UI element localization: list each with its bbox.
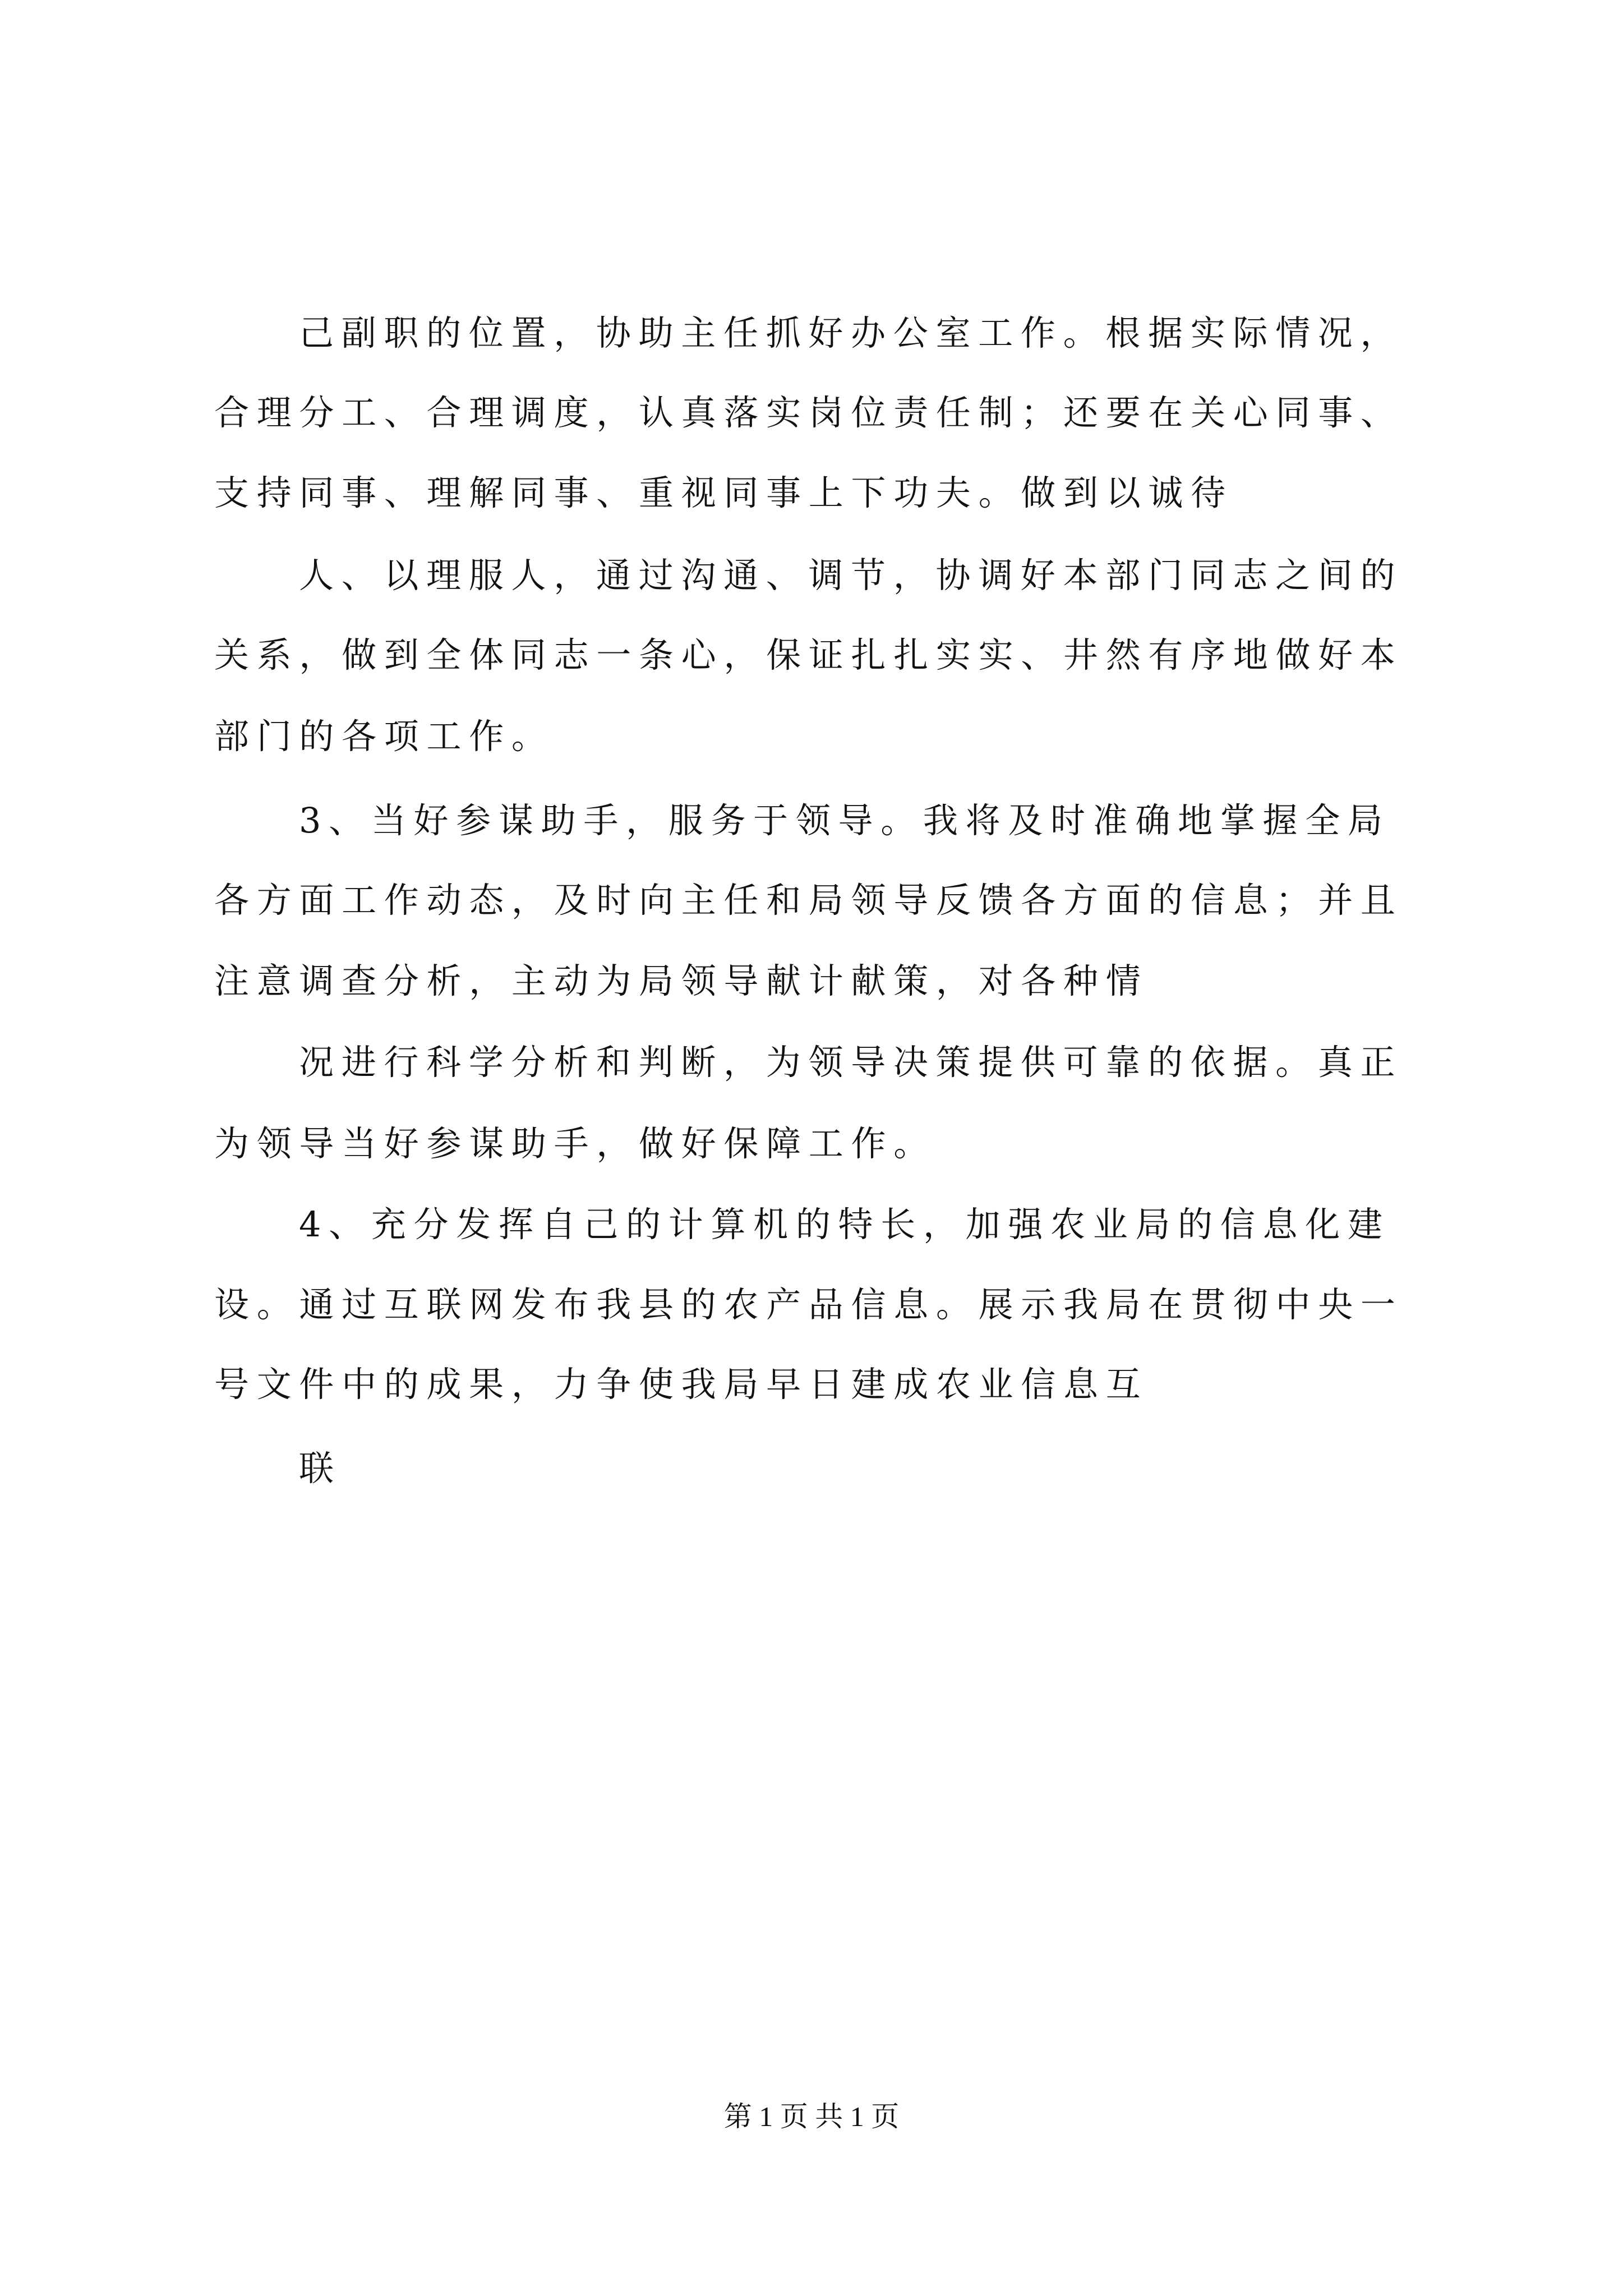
paragraph-line: 设。通过互联网发布我县的农产品信息。展示我局在贯彻中央一 xyxy=(214,1284,1403,1325)
paragraph-line: 况进行科学分析和判断，为领导决策提供可靠的依据。真正 xyxy=(299,1042,1403,1083)
paragraph-line: 关系，做到全体同志一条心，保证扎扎实实、井然有序地做好本 xyxy=(214,634,1403,675)
paragraph-line: 3、当好参谋助手，服务于领导。我将及时准确地掌握全局 xyxy=(299,800,1390,841)
paragraph-line: 联 xyxy=(299,1448,342,1489)
paragraph-line: 己副职的位置，协助主任抓好办公室工作。根据实际情况， xyxy=(299,312,1403,353)
paragraph-line: 4、充分发挥自己的计算机的特长，加强农业局的信息化建 xyxy=(299,1204,1390,1245)
paragraph-line: 部门的各项工作。 xyxy=(214,716,554,757)
paragraph-line: 支持同事、理解同事、重视同事上下功夫。做到以诚待 xyxy=(214,472,1233,513)
paragraph-line: 合理分工、合理调度，认真落实岗位责任制；还要在关心同事、 xyxy=(214,392,1403,433)
paragraph-line: 注意调查分析，主动为局领导献计献策，对各种情 xyxy=(214,960,1149,1001)
page-footer: 第 1 页 共 1 页 xyxy=(723,2101,900,2132)
paragraph-line: 号文件中的成果，力争使我局早日建成农业信息互 xyxy=(214,1364,1149,1405)
paragraph-line: 为领导当好参谋助手，做好保障工作。 xyxy=(214,1123,936,1164)
paragraph-line: 各方面工作动态，及时向主任和局领导反馈各方面的信息；并且 xyxy=(214,880,1403,921)
paragraph-line: 人、以理服人，通过沟通、调节，协调好本部门同志之间的 xyxy=(299,555,1403,596)
